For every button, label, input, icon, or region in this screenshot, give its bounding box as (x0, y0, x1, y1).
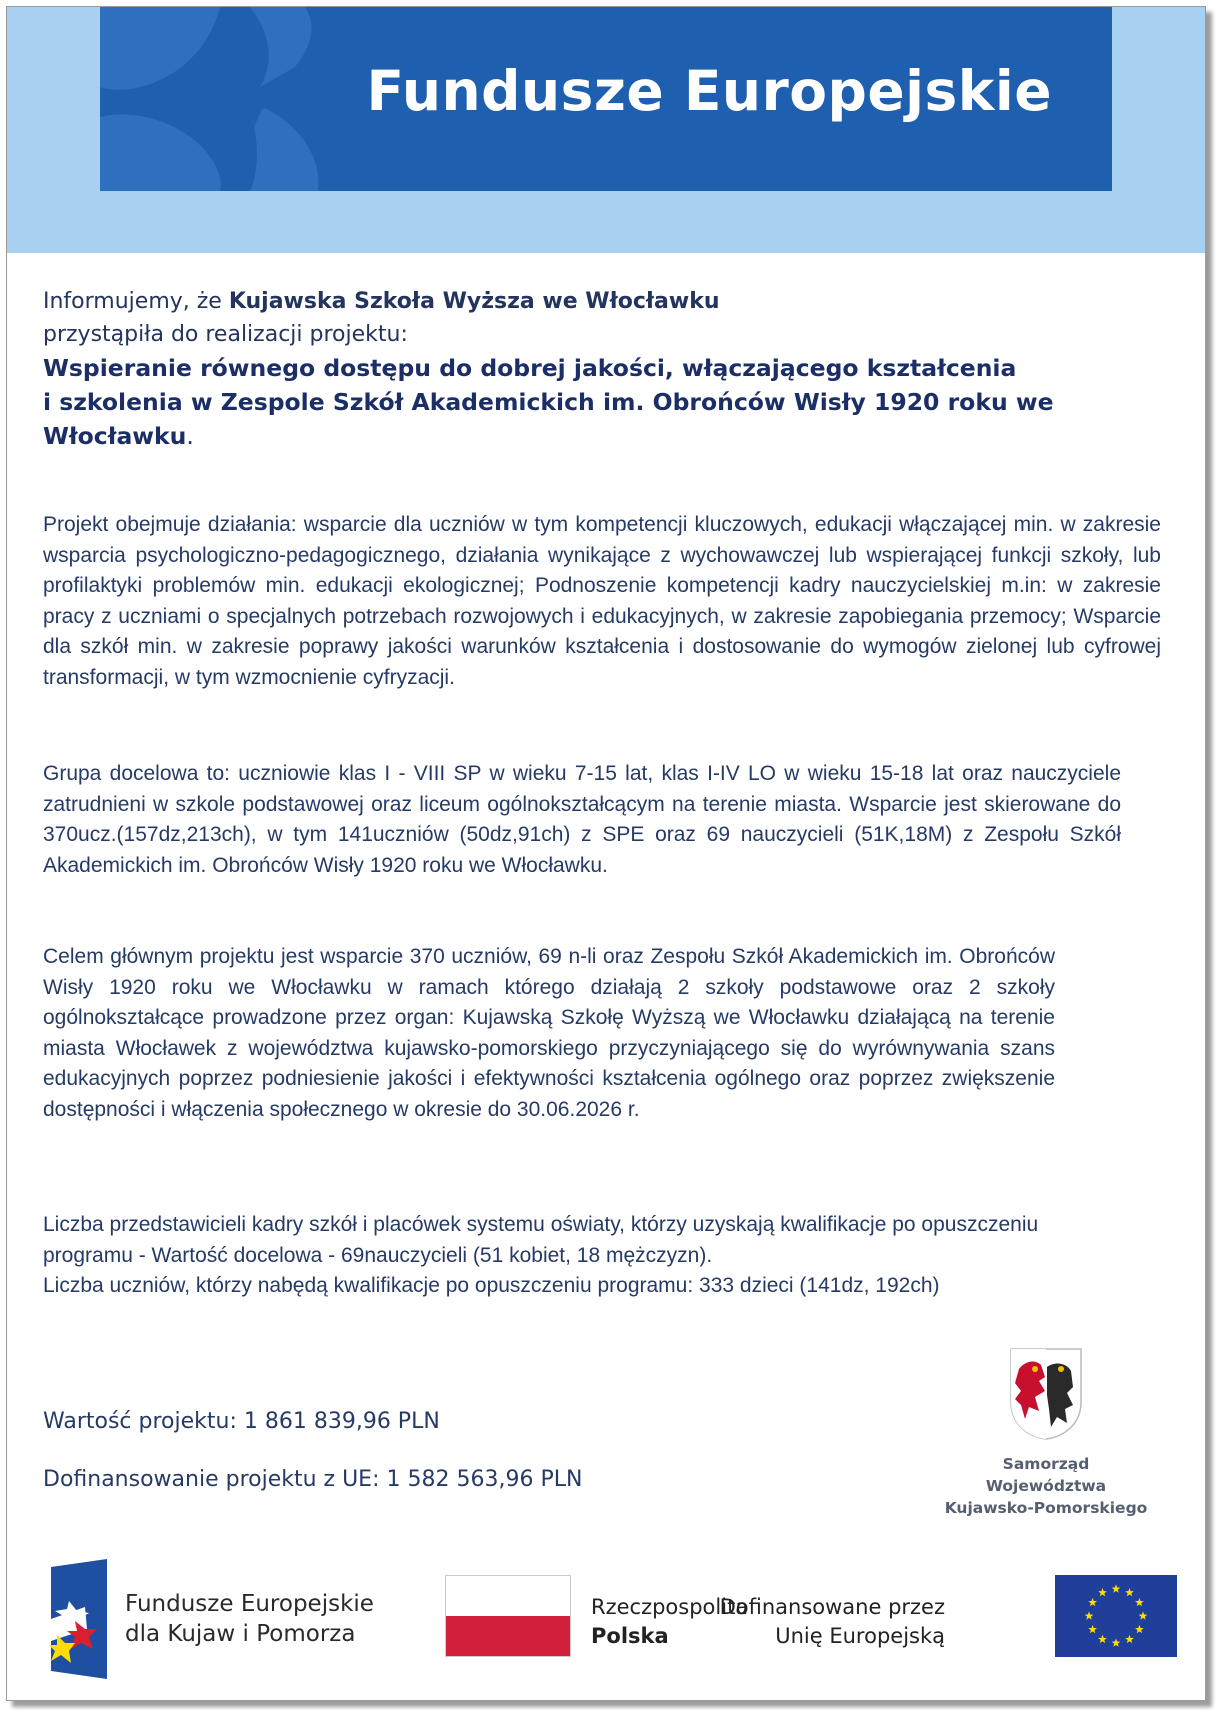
intro-block (43, 285, 1163, 453)
eu-star-icon (1139, 1611, 1148, 1619)
project-title-line-2: i szkolenia w Zespole Szkół Akademickich im. Obrońców Wisły 1920 roku we (43, 388, 1054, 416)
flag-red-stripe (446, 1616, 570, 1656)
pl-text-line-1: Rzeczpospolita (591, 1595, 749, 1619)
intro-prefix: Informujemy, że (43, 289, 229, 314)
project-title (43, 351, 1163, 453)
intro-line-2: przystąpiła do realizacji projektu: (43, 322, 408, 347)
intro-line-1 (43, 285, 1163, 318)
eu-star-icon (1088, 1598, 1097, 1606)
fe-text-line-2: dla Kujaw i Pomorza (125, 1621, 356, 1647)
eu-text-line-2: Unię Europejską (775, 1624, 945, 1648)
stars-decoration-icon (100, 7, 400, 191)
target-group-paragraph: Grupa docelowa to: uczniowie klas I - VIII SP w wieku 7-15 lat, klas I-IV LO w wieku 15-18 lat oraz nauczyciele zatrudnieni w szkole podstawowej oraz liceum ogólnokształcącym na terenie miasta. Wsparcie jest skierowane do 370ucz.(157dz,213ch), w tym 141uczniów (50dz,91ch) z SPE oraz 69 nauczycieli (51K,18M) z Zespołu Szkół Akademickich im. Obrońców Wisły 1920 roku we Włocławku. (43, 762, 1121, 877)
fe-text-line-1: Fundusze Europejskie (125, 1591, 374, 1617)
eu-star-icon (1112, 1584, 1121, 1592)
indicator-staff: Liczba przedstawicieli kadry szkół i placówek systemu oświaty, którzy uzyskają kwalifikacje po opuszczeniu programu - Wartość docelowa - 69nauczycieli (51 kobiet, 18 mężczyzn). (43, 1213, 1039, 1267)
poster (6, 6, 1206, 1701)
pl-text-line-2: Polska (591, 1624, 669, 1648)
eu-star-icon (1135, 1598, 1144, 1606)
coat-of-arms-icon (1009, 1347, 1083, 1441)
polish-flag-icon (445, 1575, 571, 1657)
fe-logo-icon (45, 1559, 115, 1679)
project-title-city: Włocławku (43, 422, 187, 450)
eu-star-icon (1098, 1635, 1107, 1643)
eu-star-icon (1085, 1611, 1094, 1619)
region-name (941, 1453, 1151, 1519)
eu-cofinancing: Dofinansowanie projektu z UE: 1 582 563,96 PLN (43, 1467, 583, 1492)
eu-flag-icon (1055, 1575, 1177, 1657)
eu-logo-text (720, 1593, 945, 1651)
indicators-block (43, 1210, 1133, 1302)
eu-text-line-1: Dofinansowane przez (719, 1595, 945, 1619)
footer-logos (7, 1547, 1205, 1687)
main-goal-paragraph: Celem głównym projektu jest wsparcie 370 uczniów, 69 n-li oraz Zespołu Szkół Akademickich im. Obrońców Wisły 1920 roku we Włocławku w ramach którego działają 2 szkoły podstawowe oraz 2 szkoły ogólnokształcące prowadzone przez organ: Kujawską Szkołę Wyższą we Włocławku działającą na terenie miasta Włocławek z województwa kujawsko-pomorskiego przyczyniającego się do wyrównywania szans edukacyjnych poprzez podniesienie jakości i efektywności kształcenia ogólnego oraz poprzez zwiększenie dostępności i włączenia społecznego w okresie do 30.06.2026 r. (43, 945, 1055, 1121)
eu-stars-icon (1055, 1575, 1177, 1657)
project-title-period: . (186, 422, 194, 450)
region-name-line-2: Kujawsko-Pomorskiego (944, 1499, 1148, 1517)
eu-star-icon (1112, 1638, 1121, 1646)
region-name-line-1: Samorząd Województwa (985, 1455, 1107, 1495)
header-title: Fundusze Europejskie (366, 59, 1052, 123)
fe-logo-text (125, 1589, 374, 1649)
header-panel (100, 7, 1112, 191)
eu-star-icon (1135, 1625, 1144, 1633)
region-logo (941, 1347, 1151, 1519)
activities-paragraph: Projekt obejmuje działania: wsparcie dla uczniów w tym kompetencji kluczowych, edukacji włączającej min. w zakresie wsparcia psychologiczno-pedagogicznego, działania wynikające z wychowawczej lub wspierającej funkcji szkoły, lub profilaktyki problemów min. edukacji ekologicznej; Podnoszenie kompetencji kadry nauczycielskiej m.in: w zakresie pracy z uczniami o specjalnych potrzebach rozwojowych i edukacyjnych, w zakresie zapobiegania przemocy; Wsparcie dla szkół min. w zakresie poprawy jakości warunków kształcenia i dostosowanie do wymogów zielonej lub cyfrowej transformacji, w tym wzmocnienie cyfryzacji. (43, 513, 1161, 689)
institution-name: Kujawska Szkoła Wyższa we Włocławku (228, 289, 720, 314)
eu-star-icon (1125, 1635, 1134, 1643)
header-band (7, 7, 1205, 253)
project-value: Wartość projektu: 1 861 839,96 PLN (43, 1409, 440, 1434)
flag-white-stripe (446, 1576, 570, 1616)
eu-star-icon (1125, 1588, 1134, 1596)
project-title-line-3 (43, 419, 1163, 453)
eu-star-icon (1098, 1588, 1107, 1596)
project-title-line-1: Wspieranie równego dostępu do dobrej jakości, włączającego kształcenia (43, 354, 1017, 382)
eu-star-icon (1088, 1625, 1097, 1633)
indicator-students: Liczba uczniów, którzy nabędą kwalifikacje po opuszczeniu programu: 333 dzieci (141dz, 192ch) (43, 1274, 940, 1297)
